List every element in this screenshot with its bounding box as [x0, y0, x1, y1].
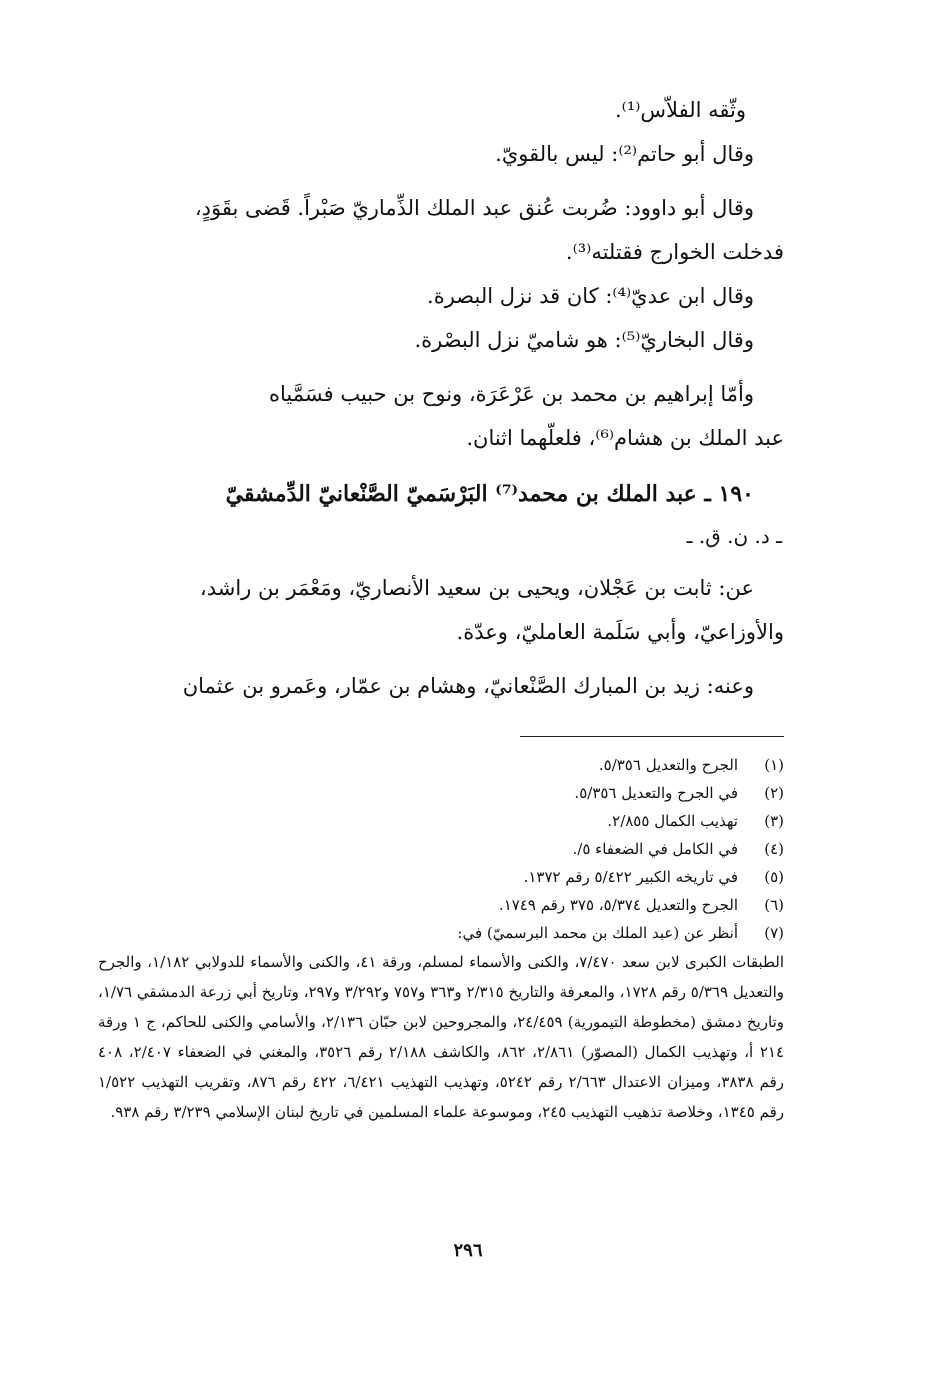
footnote: [98, 779, 784, 807]
footnote: [98, 891, 784, 919]
footnote: [98, 835, 784, 863]
footnote-text: الجرح والتعديل ٥/٣٧٤، ٣٧٥ رقم ١٧٤٩.: [498, 896, 738, 914]
footnote-mark: (٣): [764, 812, 784, 830]
text-line: وقال البخاريّ⁽⁵⁾: هو شاميّ نزل البصْرة.: [414, 328, 754, 352]
footnote: [98, 807, 784, 835]
text-line: وقال أبو داوود: ضُربت عُنق عبد الملك الذِّماريّ صَبْراً. قَضى بقَوَدٍ،: [194, 196, 754, 220]
footnote: [98, 751, 784, 779]
footnote-body: الطبقات الكبرى لابن سعد ٧/٤٧٠، والكنى والأسماء لمسلم، ورقة ٤١، والكنى والأسماء للدولابي ١/١٨٢، والجرح والتعديل ٥/٣٦٩ رقم ١٧٢٨، والمعرفة والتاريخ ٢/٣١٥ و٣٦٣ و٧٥٧ و٣/٢٩٢ و٢٩٧، وتاريخ أبي زرعة الدمشقي ١/٧٦، وتاريخ دمشق (مخطوطة التيمورية) ٢٤/٤٥٩، والمجروحين لابن حبّان ٢/١٣٦، والأسامي والكنى للحاكم، ج ١ ورقة ٢١٤ أ، وتهذيب الكمال (المصوّر) ٢/٨٦١، ٨٦٢، والكاشف ٢/١٨٨ رقم ٣٥٢٦، والمغني في الضعفاء ٢/٤٠٧، ٤٠٨ رقم ٣٨٣٨، وميزان الاعتدال ٢/٦٦٣ رقم ٥٢٤٢، وتهذيب التهذيب ٦/٤٢١، ٤٢٢ رقم ٨٧٦، وتقريب التهذيب ١/٥٢٢ رقم ١٣٤٥، وخلاصة تذهيب التهذيب ٢٤٥، وموسوعة علماء المسلمين في تاريخ لبنان الإسلامي ٣/٢٣٩ رقم ٩٣٨.: [98, 953, 785, 1121]
footnote-text: أنظر عن (عبد الملك بن محمد البرسميّ) في:: [457, 924, 738, 942]
footnote: [98, 863, 784, 891]
text-line: والأوزاعيّ، وأبي سَلَمة العامليّ، وعدّة.: [456, 620, 784, 644]
footnote-mark: (٥): [764, 868, 784, 886]
footnote-divider: [520, 736, 784, 737]
text-line: وأمّا إبراهيم بن محمد بن عَرْعَرَة، ونوح بن حبيب فسَمَّياه: [269, 382, 754, 406]
footnote: [98, 919, 784, 947]
footnote-text: الجرح والتعديل ٥/٣٥٦.: [598, 756, 738, 774]
text-line: وعنه: زيد بن المبارك الصَّنْعانيّ، وهشام بن عمّار، وعَمرو بن عثمان: [182, 674, 754, 698]
footnote-text: تهذيب الكمال ٢/٨٥٥.: [607, 812, 738, 830]
entry-sigla: ـ د. ن. ق. ـ: [686, 524, 782, 548]
footnote-text: في الكامل في الضعفاء ٥/.: [572, 840, 738, 858]
text-line: فدخلت الخوارج فقتلته⁽³⁾.: [565, 240, 784, 264]
footnote-mark: (٧): [764, 924, 784, 942]
footnote-mark: (٤): [764, 840, 784, 858]
text-line: عن: ثابت بن عَجْلان، ويحيى بن سعيد الأنصاريّ، ومَعْمَر بن راشد،: [199, 576, 754, 600]
footnote-mark: (٦): [764, 896, 784, 914]
footnote-text: في تاريخه الكبير ٥/٤٢٢ رقم ١٣٧٢.: [523, 868, 738, 886]
text-line: عبد الملك بن هشام⁽⁶⁾، فلعلّهما اثنان.: [466, 426, 784, 450]
page-number: ٢٩٦: [453, 1240, 483, 1261]
book-page: [98, 88, 784, 1288]
text-line: وقال ابن عديّ⁽⁴⁾: كان قد نزل البصرة.: [427, 284, 754, 308]
text-line: وقال أبو حاتم⁽²⁾: ليس بالقويّ.: [495, 142, 754, 166]
footnote-mark: (٢): [764, 784, 784, 802]
footnote-mark: (١): [764, 756, 784, 774]
footnote-text: في الجرح والتعديل ٥/٣٥٦.: [574, 784, 738, 802]
entry-heading: ١٩٠ ـ عبد الملك بن محمد⁽⁷⁾ البَرْسَميّ الصَّنْعانيّ الدِّمشقيّ: [225, 481, 754, 507]
text-line: وثّقه الفلاّس⁽¹⁾.: [615, 98, 746, 122]
